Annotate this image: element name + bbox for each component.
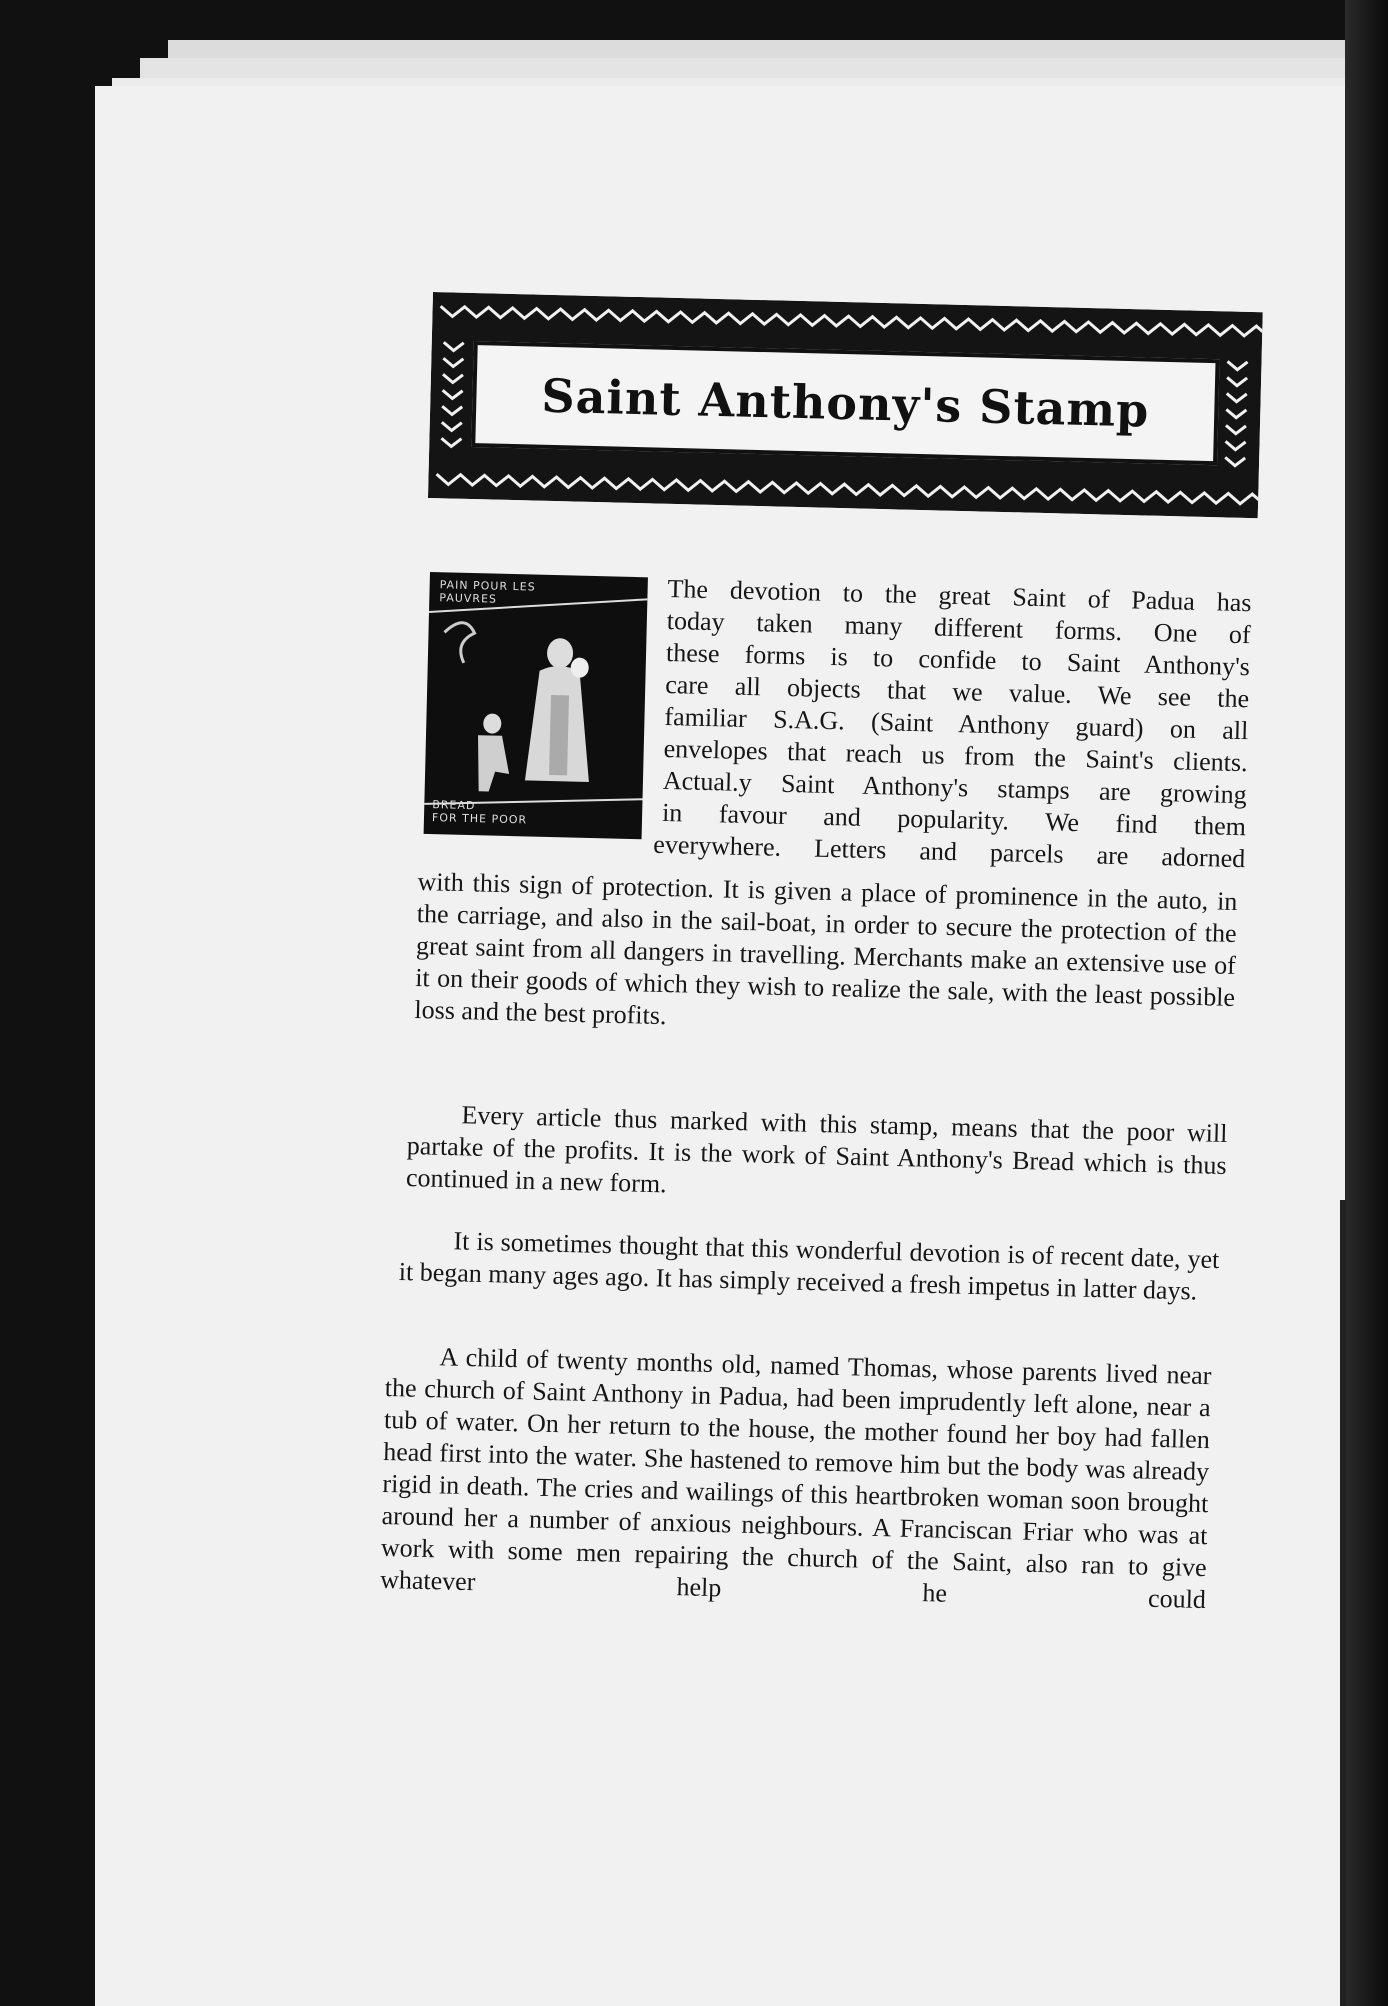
stamp-bottom-caption: BREAD FOR THE POOR — [431, 798, 528, 827]
scan-shadow — [1345, 0, 1388, 2006]
title-box — [471, 341, 1219, 465]
stamp-illustration — [424, 572, 648, 839]
body-text — [380, 1340, 1212, 1616]
body-text — [414, 866, 1238, 1046]
title-banner — [428, 292, 1263, 518]
paragraph-1-continued: with this sign of protection. It is given a place of prominence in the auto, in the carriage, and also in the sail-boat, in order to secure the protection of the great saint from all dangers in travelling. Merchants make an extensive use of it on their goods of which they wish to realize the sale, with the least possible loss and the best profits. — [414, 866, 1238, 1031]
body-text — [406, 1098, 1228, 1214]
page-gutter-line — [1340, 1200, 1346, 2006]
stamp-top-caption: PAIN POUR LES PAUVRES — [439, 578, 536, 606]
paragraph-2: Every article thus marked with this stamp, means that the poor will partake of the profits. It is the work of Saint Anthony's Bread which is thus continued in a new form. — [405, 1100, 1228, 1199]
intro-line: these forms is to confide to Saint Anthony's — [665, 637, 1251, 682]
intro-line: everywhere. Letters and parcels are adorned — [653, 829, 1246, 874]
intro-line: Actual.y Saint Anthony's stamps are growing — [662, 765, 1248, 810]
page-title: Saint Anthony's Stamp — [540, 368, 1150, 438]
paragraph-4: A child of twenty months old, named Thomas, whose parents lived near the church of Saint Anthony in Padua, had been imprudently left alone, near a tub of water. On her return to the house, the mother found her boy had fallen head first into the water. She hastened to remove him but the body was already rigid in death. The cries and wailings of this heartbroken woman soon brought around her a number of anxious neighbours. A Franciscan Friar who was at work with some men repairing the church of the Saint, also ran to give whatever help he could — [379, 1342, 1212, 1615]
paragraph-3: It is sometimes thought that this wonderful devotion is of recent date, yet it began many ages ago. It has simply received a fresh impetus in latter days. — [398, 1226, 1220, 1306]
intro-text — [653, 573, 1252, 875]
intro-line: care all objects that we value. We see the — [664, 669, 1250, 714]
intro-line: envelopes that reach us from the Saint's clients. — [663, 733, 1248, 778]
intro-line: The devotion to the great Saint of Padua has — [667, 573, 1252, 618]
intro-line: today taken many different forms. One of — [666, 605, 1252, 650]
intro-line: in favour and popularity. We find them — [661, 797, 1247, 842]
intro-line: familiar S.A.G. (Saint Anthony guard) on all — [664, 701, 1249, 746]
